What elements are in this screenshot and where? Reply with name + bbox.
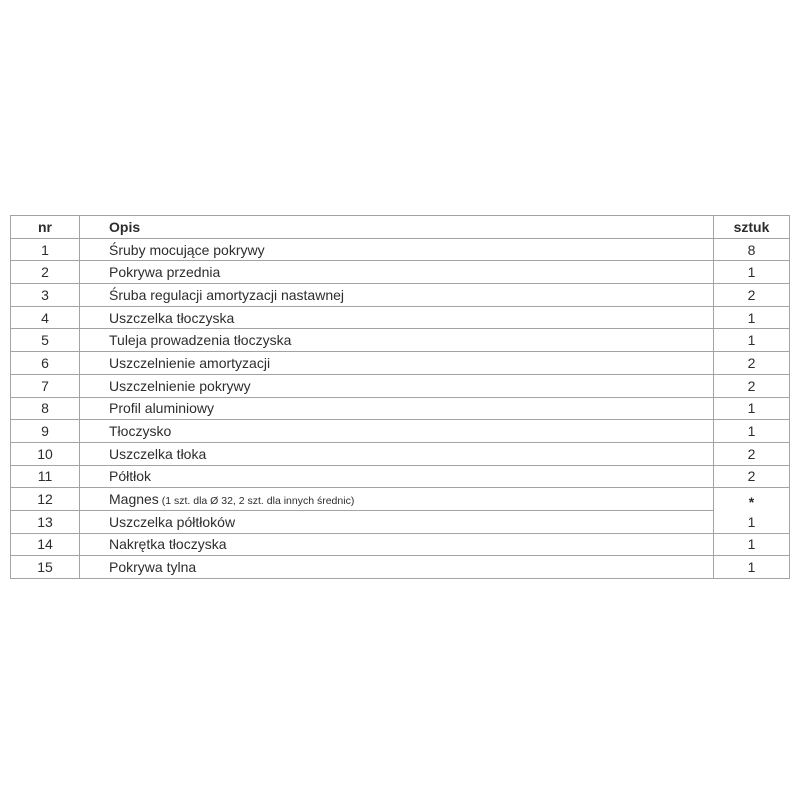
cell-nr: 5 (11, 329, 80, 352)
parts-table-container (10, 215, 790, 579)
cell-sztuk: 1 (714, 397, 790, 420)
cell-nr: 4 (11, 306, 80, 329)
table-row (11, 284, 790, 307)
cell-nr: 15 (11, 556, 80, 579)
cell-nr: 14 (11, 533, 80, 556)
table-row (11, 442, 790, 465)
column-header-nr: nr (11, 216, 80, 239)
parts-table (10, 215, 790, 579)
cell-opis (80, 261, 714, 284)
table-row (11, 533, 790, 556)
cell-nr: 2 (11, 261, 80, 284)
cell-nr: 6 (11, 352, 80, 375)
cell-sztuk: 1 (714, 556, 790, 579)
cell-nr: 10 (11, 442, 80, 465)
cell-sztuk: 2 (714, 352, 790, 375)
opis-text: Uszczelka tłoczyska (109, 309, 235, 326)
cell-nr: 8 (11, 397, 80, 420)
table-row (11, 261, 790, 284)
opis-text: Półtłok (109, 468, 152, 485)
table-body (11, 238, 790, 578)
opis-note: (1 szt. dla Ø 32, 2 szt. dla innych średnic) (158, 495, 355, 508)
opis-text: Uszczelnienie pokrywy (109, 377, 251, 394)
opis-text: Magnes (109, 491, 159, 508)
opis-text: Uszczelka półtłoków (109, 513, 236, 530)
cell-nr: 1 (11, 238, 80, 261)
table-row (11, 556, 790, 579)
cell-opis (80, 284, 714, 307)
cell-sztuk: 1 (714, 329, 790, 352)
cell-opis (80, 533, 714, 556)
opis-text: Pokrywa przednia (109, 264, 221, 281)
cell-opis (80, 510, 714, 533)
cell-opis (80, 556, 714, 579)
cell-sztuk: 8 (714, 238, 790, 261)
cell-opis (80, 238, 714, 261)
opis-text: Uszczelka tłoka (109, 445, 207, 462)
cell-sztuk-asterisk: * (714, 491, 790, 514)
opis-text: Uszczelnienie amortyzacji (109, 354, 271, 371)
cell-opis (80, 352, 714, 375)
cell-nr: 3 (11, 284, 80, 307)
opis-text: Nakrętka tłoczyska (109, 536, 227, 553)
opis-text: Śruba regulacji amortyzacji nastawnej (109, 286, 344, 303)
table-row (11, 306, 790, 329)
table-row (11, 374, 790, 397)
cell-sztuk: 1 (714, 306, 790, 329)
table-row (11, 329, 790, 352)
cell-nr: 13 (11, 510, 80, 533)
cell-sztuk: 2 (714, 442, 790, 465)
cell-nr: 7 (11, 374, 80, 397)
opis-text: Tłoczysko (109, 423, 172, 440)
column-header-opis: Opis (80, 216, 714, 239)
cell-nr: 12 (11, 488, 80, 511)
opis-text: Śruby mocujące pokrywy (109, 241, 265, 258)
cell-nr: 11 (11, 465, 80, 488)
cell-nr: 9 (11, 420, 80, 443)
cell-opis (80, 306, 714, 329)
cell-sztuk: 1 (714, 510, 790, 533)
cell-opis (80, 420, 714, 443)
table-row (11, 352, 790, 375)
table-row (11, 420, 790, 443)
cell-sztuk: 2 (714, 284, 790, 307)
cell-opis (80, 465, 714, 488)
cell-sztuk: 1 (714, 420, 790, 443)
table-head (11, 216, 790, 239)
column-header-sztuk: sztuk (714, 216, 790, 239)
table-row (11, 238, 790, 261)
cell-opis (80, 442, 714, 465)
cell-sztuk: 1 (714, 261, 790, 284)
cell-sztuk: 2 (714, 374, 790, 397)
table-row (11, 397, 790, 420)
cell-opis (80, 397, 714, 420)
cell-sztuk: 1 (714, 533, 790, 556)
table-row (11, 510, 790, 533)
table-header-row (11, 216, 790, 239)
cell-opis (80, 329, 714, 352)
cell-sztuk: 2 (714, 465, 790, 488)
cell-opis (80, 488, 714, 511)
table-row (11, 465, 790, 488)
table-row (11, 488, 790, 511)
opis-text: Pokrywa tylna (109, 559, 197, 576)
opis-text: Tuleja prowadzenia tłoczyska (109, 332, 292, 349)
opis-text: Profil aluminiowy (109, 400, 215, 417)
cell-opis (80, 374, 714, 397)
